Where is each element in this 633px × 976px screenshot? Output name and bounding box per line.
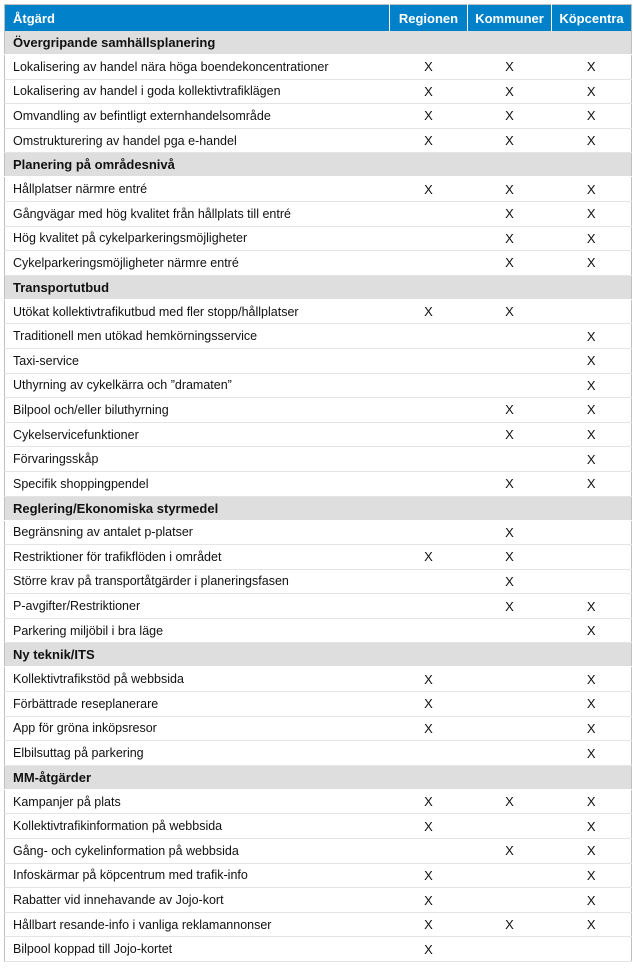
- measure-name: Större krav på transportåtgärder i planeringsfasen: [5, 569, 390, 594]
- regionen-mark: X: [390, 177, 468, 202]
- section-title: Reglering/Ekonomiska styrmedel: [5, 496, 632, 520]
- measure-name: Taxi-service: [5, 348, 390, 373]
- kommuner-mark: [468, 937, 552, 962]
- table-row: [5, 569, 632, 594]
- kopcentra-mark: X: [552, 618, 632, 643]
- measure-name: Omstrukturering av handel pga e-handel: [5, 128, 390, 153]
- table-row: [5, 937, 632, 962]
- regionen-mark: [390, 618, 468, 643]
- regionen-mark: X: [390, 937, 468, 962]
- table-row: [5, 348, 632, 373]
- measure-name: Gångvägar med hög kvalitet från hållplats till entré: [5, 201, 390, 226]
- regionen-mark: [390, 201, 468, 226]
- table-row: [5, 545, 632, 570]
- measure-name: Begränsning av antalet p-platser: [5, 520, 390, 545]
- kopcentra-mark: X: [552, 226, 632, 251]
- kopcentra-mark: X: [552, 324, 632, 349]
- measures-table: [4, 4, 632, 962]
- regionen-mark: [390, 741, 468, 766]
- kopcentra-mark: X: [552, 201, 632, 226]
- measure-name: Uthyrning av cykelkärra och ”dramaten”: [5, 373, 390, 398]
- measure-name: Förvaringsskåp: [5, 447, 390, 472]
- table-row: [5, 863, 632, 888]
- table-row: [5, 741, 632, 766]
- measure-name: Omvandling av befintligt externhandelsområde: [5, 104, 390, 129]
- kopcentra-mark: X: [552, 398, 632, 423]
- kopcentra-mark: X: [552, 839, 632, 864]
- kommuner-mark: [468, 373, 552, 398]
- kommuner-mark: [468, 667, 552, 692]
- measure-name: Elbilsuttag på parkering: [5, 741, 390, 766]
- table-body: [5, 31, 632, 962]
- kommuner-mark: [468, 716, 552, 741]
- regionen-mark: X: [390, 299, 468, 324]
- kommuner-mark: X: [468, 545, 552, 570]
- kopcentra-mark: X: [552, 128, 632, 153]
- kommuner-mark: [468, 618, 552, 643]
- kommuner-mark: [468, 888, 552, 913]
- table-header-row: [5, 5, 632, 32]
- regionen-mark: [390, 226, 468, 251]
- kommuner-mark: [468, 863, 552, 888]
- regionen-mark: X: [390, 545, 468, 570]
- kommuner-mark: X: [468, 912, 552, 937]
- table-row: [5, 912, 632, 937]
- table-row: [5, 251, 632, 276]
- table-row: [5, 716, 632, 741]
- regionen-mark: [390, 422, 468, 447]
- section-row: [5, 643, 632, 667]
- regionen-mark: X: [390, 716, 468, 741]
- kommuner-mark: X: [468, 226, 552, 251]
- measure-name: Specifik shoppingpendel: [5, 471, 390, 496]
- table-row: [5, 128, 632, 153]
- kopcentra-mark: X: [552, 348, 632, 373]
- measure-name: Kollektivtrafikinformation på webbsida: [5, 814, 390, 839]
- table-row: [5, 692, 632, 717]
- kopcentra-mark: [552, 299, 632, 324]
- table-row: [5, 79, 632, 104]
- kommuner-mark: X: [468, 422, 552, 447]
- kopcentra-mark: X: [552, 79, 632, 104]
- section-title: MM-åtgärder: [5, 765, 632, 789]
- kopcentra-mark: X: [552, 55, 632, 80]
- table-row: [5, 789, 632, 814]
- section-row: [5, 31, 632, 55]
- kopcentra-mark: X: [552, 104, 632, 129]
- kommuner-mark: X: [468, 398, 552, 423]
- header-kopcentra: Köpcentra: [552, 5, 632, 32]
- table-row: [5, 447, 632, 472]
- section-row: [5, 496, 632, 520]
- header-atgard: Åtgärd: [5, 5, 390, 32]
- kommuner-mark: X: [468, 594, 552, 619]
- table-row: [5, 594, 632, 619]
- measure-name: P-avgifter/Restriktioner: [5, 594, 390, 619]
- measure-name: Förbättrade reseplanerare: [5, 692, 390, 717]
- measure-name: Hållbart resande-info i vanliga reklamannonser: [5, 912, 390, 937]
- regionen-mark: [390, 324, 468, 349]
- regionen-mark: [390, 373, 468, 398]
- regionen-mark: X: [390, 55, 468, 80]
- regionen-mark: X: [390, 814, 468, 839]
- regionen-mark: X: [390, 888, 468, 913]
- measure-name: Rabatter vid innehavande av Jojo-kort: [5, 888, 390, 913]
- kommuner-mark: X: [468, 299, 552, 324]
- kommuner-mark: X: [468, 569, 552, 594]
- kommuner-mark: [468, 447, 552, 472]
- kopcentra-mark: [552, 569, 632, 594]
- section-row: [5, 275, 632, 299]
- kommuner-mark: [468, 814, 552, 839]
- regionen-mark: X: [390, 79, 468, 104]
- regionen-mark: [390, 471, 468, 496]
- measure-name: App för gröna inköpsresor: [5, 716, 390, 741]
- section-row: [5, 153, 632, 177]
- kopcentra-mark: X: [552, 373, 632, 398]
- section-title: Övergripande samhällsplanering: [5, 31, 632, 55]
- header-regionen: Regionen: [390, 5, 468, 32]
- table-row: [5, 226, 632, 251]
- kommuner-mark: X: [468, 471, 552, 496]
- table-row: [5, 471, 632, 496]
- table-row: [5, 520, 632, 545]
- kommuner-mark: [468, 692, 552, 717]
- table-row: [5, 839, 632, 864]
- regionen-mark: [390, 251, 468, 276]
- regionen-mark: [390, 398, 468, 423]
- table-row: [5, 618, 632, 643]
- measure-name: Lokalisering av handel nära höga boendekoncentrationer: [5, 55, 390, 80]
- kopcentra-mark: X: [552, 789, 632, 814]
- measures-table-container: [4, 4, 631, 962]
- measure-name: Kollektivtrafikstöd på webbsida: [5, 667, 390, 692]
- kopcentra-mark: X: [552, 692, 632, 717]
- kommuner-mark: X: [468, 789, 552, 814]
- kopcentra-mark: X: [552, 447, 632, 472]
- regionen-mark: X: [390, 863, 468, 888]
- kopcentra-mark: [552, 545, 632, 570]
- measure-name: Cykelparkeringsmöjligheter närmre entré: [5, 251, 390, 276]
- regionen-mark: X: [390, 128, 468, 153]
- measure-name: Gång- och cykelinformation på webbsida: [5, 839, 390, 864]
- regionen-mark: [390, 447, 468, 472]
- table-row: [5, 104, 632, 129]
- kopcentra-mark: X: [552, 422, 632, 447]
- regionen-mark: [390, 594, 468, 619]
- measure-name: Traditionell men utökad hemkörningsservice: [5, 324, 390, 349]
- kopcentra-mark: X: [552, 863, 632, 888]
- measure-name: Restriktioner för trafikflöden i området: [5, 545, 390, 570]
- table-row: [5, 814, 632, 839]
- measure-name: Hög kvalitet på cykelparkeringsmöjligheter: [5, 226, 390, 251]
- table-row: [5, 177, 632, 202]
- regionen-mark: [390, 569, 468, 594]
- kopcentra-mark: X: [552, 888, 632, 913]
- kopcentra-mark: X: [552, 814, 632, 839]
- section-title: Planering på områdesnivå: [5, 153, 632, 177]
- measure-name: Bilpool och/eller biluthyrning: [5, 398, 390, 423]
- kopcentra-mark: X: [552, 471, 632, 496]
- kommuner-mark: X: [468, 839, 552, 864]
- kopcentra-mark: X: [552, 741, 632, 766]
- measure-name: Cykelservicefunktioner: [5, 422, 390, 447]
- table-row: [5, 373, 632, 398]
- table-row: [5, 422, 632, 447]
- kopcentra-mark: X: [552, 912, 632, 937]
- kommuner-mark: [468, 324, 552, 349]
- table-row: [5, 55, 632, 80]
- measure-name: Kampanjer på plats: [5, 789, 390, 814]
- regionen-mark: [390, 348, 468, 373]
- section-title: Transportutbud: [5, 275, 632, 299]
- kommuner-mark: X: [468, 520, 552, 545]
- regionen-mark: [390, 520, 468, 545]
- regionen-mark: [390, 839, 468, 864]
- kommuner-mark: X: [468, 55, 552, 80]
- kopcentra-mark: X: [552, 667, 632, 692]
- header-kommuner: Kommuner: [468, 5, 552, 32]
- regionen-mark: X: [390, 789, 468, 814]
- table-row: [5, 667, 632, 692]
- kommuner-mark: X: [468, 104, 552, 129]
- table-row: [5, 324, 632, 349]
- kopcentra-mark: X: [552, 716, 632, 741]
- kommuner-mark: X: [468, 128, 552, 153]
- kopcentra-mark: [552, 937, 632, 962]
- kopcentra-mark: [552, 520, 632, 545]
- measure-name: Parkering miljöbil i bra läge: [5, 618, 390, 643]
- regionen-mark: X: [390, 692, 468, 717]
- regionen-mark: X: [390, 667, 468, 692]
- measure-name: Hållplatser närmre entré: [5, 177, 390, 202]
- kommuner-mark: X: [468, 177, 552, 202]
- section-row: [5, 765, 632, 789]
- measure-name: Bilpool koppad till Jojo-kortet: [5, 937, 390, 962]
- kommuner-mark: X: [468, 251, 552, 276]
- kopcentra-mark: X: [552, 594, 632, 619]
- kopcentra-mark: X: [552, 251, 632, 276]
- regionen-mark: X: [390, 912, 468, 937]
- table-row: [5, 398, 632, 423]
- regionen-mark: X: [390, 104, 468, 129]
- table-row: [5, 201, 632, 226]
- table-row: [5, 888, 632, 913]
- kopcentra-mark: X: [552, 177, 632, 202]
- kommuner-mark: [468, 741, 552, 766]
- kommuner-mark: [468, 348, 552, 373]
- measure-name: Lokalisering av handel i goda kollektivtrafiklägen: [5, 79, 390, 104]
- measure-name: Infoskärmar på köpcentrum med trafik-info: [5, 863, 390, 888]
- table-row: [5, 299, 632, 324]
- kommuner-mark: X: [468, 201, 552, 226]
- kommuner-mark: X: [468, 79, 552, 104]
- section-title: Ny teknik/ITS: [5, 643, 632, 667]
- measure-name: Utökat kollektivtrafikutbud med fler stopp/hållplatser: [5, 299, 390, 324]
